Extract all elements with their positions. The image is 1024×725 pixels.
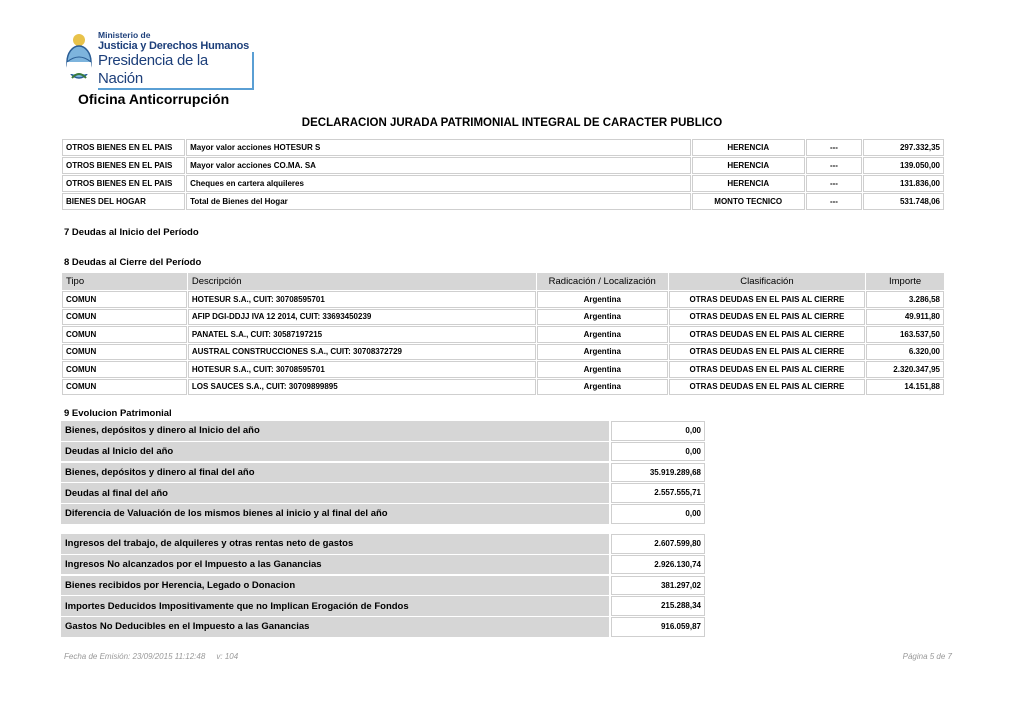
col-header-importe: Importe [866, 273, 944, 290]
evolucion-value: 381.297,02 [611, 576, 705, 596]
evolucion-label: Bienes, depósitos y dinero al Inicio del año [61, 421, 609, 441]
cell-monto: 131.836,00 [863, 175, 944, 192]
cell-radicacion: Argentina [537, 361, 668, 378]
cell-descripcion: Mayor valor acciones HOTESUR S [186, 139, 691, 156]
cell-descripcion: HOTESUR S.A., CUIT: 30708595701 [188, 361, 536, 378]
cell-extra: --- [806, 175, 863, 192]
document-title: DECLARACION JURADA PATRIMONIAL INTEGRAL DE CARACTER PUBLICO [301, 117, 723, 129]
col-header-tipo: Tipo [62, 273, 187, 290]
table-row [62, 361, 944, 378]
evolucion-group-b [61, 534, 705, 638]
table-row [62, 326, 944, 343]
evolucion-row [61, 596, 705, 616]
evolucion-group-a [61, 421, 705, 525]
table-row [62, 379, 944, 396]
cell-descripcion: AUSTRAL CONSTRUCCIONES S.A., CUIT: 30708372729 [188, 344, 536, 361]
evolucion-row [61, 421, 705, 441]
evolucion-row [61, 576, 705, 596]
cell-tipo: COMUN [62, 379, 187, 396]
cell-radicacion: Argentina [537, 309, 668, 326]
evolucion-row [61, 442, 705, 462]
section-7-heading: 7 Deudas al Inicio del Período [64, 227, 199, 238]
cell-descripcion: PANATEL S.A., CUIT: 30587197215 [188, 326, 536, 343]
table-row [62, 309, 944, 326]
evolucion-label: Bienes recibidos por Herencia, Legado o Donacion [61, 576, 609, 596]
cell-origen: HERENCIA [692, 157, 805, 174]
cell-tipo: COMUN [62, 361, 187, 378]
deudas-header-row [62, 273, 944, 290]
cell-radicacion: Argentina [537, 344, 668, 361]
evolucion-value: 2.926.130,74 [611, 555, 705, 575]
table-row [62, 344, 944, 361]
evolucion-label: Ingresos del trabajo, de alquileres y otras rentas neto de gastos [61, 534, 609, 554]
evolucion-row [61, 483, 705, 503]
cell-descripcion: Mayor valor acciones CO.MA. SA [186, 157, 691, 174]
table-row [62, 139, 944, 156]
cell-monto: 531.748,06 [863, 193, 944, 210]
col-header-radicacion: Radicación / Localización [537, 273, 668, 290]
footer-emission-date: Fecha de Emisión: 23/09/2015 11:12:48 v: 104 [64, 652, 239, 661]
cell-importe: 2.320.347,95 [866, 361, 944, 378]
cell-tipo: OTROS BIENES EN EL PAIS [62, 139, 185, 156]
col-header-descripcion: Descripción [188, 273, 536, 290]
cell-descripcion: Cheques en cartera alquileres [186, 175, 691, 192]
cell-descripcion: Total de Bienes del Hogar [186, 193, 691, 210]
evolucion-label: Ingresos No alcanzados por el Impuesto a las Ganancias [61, 555, 609, 575]
evolucion-row [61, 534, 705, 554]
cell-radicacion: Argentina [537, 379, 668, 396]
cell-importe: 49.911,80 [866, 309, 944, 326]
cell-clasificacion: OTRAS DEUDAS EN EL PAIS AL CIERRE [669, 379, 865, 396]
office-name: Oficina Anticorrupción [78, 91, 230, 107]
cell-tipo: OTROS BIENES EN EL PAIS [62, 175, 185, 192]
cell-clasificacion: OTRAS DEUDAS EN EL PAIS AL CIERRE [669, 361, 865, 378]
evolucion-row [61, 504, 705, 524]
cell-descripcion: LOS SAUCES S.A., CUIT: 30709899895 [188, 379, 536, 396]
cell-origen: MONTO TECNICO [692, 193, 805, 210]
evolucion-value: 0,00 [611, 504, 705, 524]
cell-monto: 139.050,00 [863, 157, 944, 174]
cell-clasificacion: OTRAS DEUDAS EN EL PAIS AL CIERRE [669, 309, 865, 326]
table-row [62, 291, 944, 308]
table-row [62, 157, 944, 174]
evolucion-value: 2.607.599,80 [611, 534, 705, 554]
evolucion-label: Deudas al Inicio del año [61, 442, 609, 462]
table-row [62, 175, 944, 192]
bienes-table [61, 138, 945, 211]
cell-tipo: COMUN [62, 344, 187, 361]
cell-extra: --- [806, 157, 863, 174]
cell-importe: 14.151,88 [866, 379, 944, 396]
cell-clasificacion: OTRAS DEUDAS EN EL PAIS AL CIERRE [669, 326, 865, 343]
logo-line-presidencia: Presidencia de la Nación [98, 52, 254, 90]
evolucion-label: Deudas al final del año [61, 483, 609, 503]
evolucion-value: 35.919.289,68 [611, 463, 705, 483]
cell-radicacion: Argentina [537, 291, 668, 308]
evolucion-value: 0,00 [611, 442, 705, 462]
cell-tipo: BIENES DEL HOGAR [62, 193, 185, 210]
evolucion-value: 215.288,34 [611, 596, 705, 616]
evolucion-value: 916.059,87 [611, 617, 705, 637]
cell-descripcion: AFIP DGI-DDJJ IVA 12 2014, CUIT: 33693450239 [188, 309, 536, 326]
cell-tipo: COMUN [62, 326, 187, 343]
section-8-heading: 8 Deudas al Cierre del Período [64, 257, 202, 268]
cell-extra: --- [806, 193, 863, 210]
cell-importe: 163.537,50 [866, 326, 944, 343]
evolucion-label: Diferencia de Valuación de los mismos bienes al inicio y al final del año [61, 504, 609, 524]
cell-tipo: COMUN [62, 309, 187, 326]
cell-origen: HERENCIA [692, 175, 805, 192]
cell-descripcion: HOTESUR S.A., CUIT: 30708595701 [188, 291, 536, 308]
ministry-logo [64, 30, 254, 87]
evolucion-value: 2.557.555,71 [611, 483, 705, 503]
evolucion-row [61, 617, 705, 637]
evolucion-row [61, 555, 705, 575]
coat-of-arms-icon [64, 32, 94, 84]
logo-line-ministerio: Ministerio de [98, 30, 151, 40]
cell-monto: 297.332,35 [863, 139, 944, 156]
logo-line-justicia: Justicia y Derechos Humanos [98, 40, 250, 52]
evolucion-label: Bienes, depósitos y dinero al final del año [61, 463, 609, 483]
evolucion-label: Gastos No Deducibles en el Impuesto a las Ganancias [61, 617, 609, 637]
table-row [62, 193, 944, 210]
col-header-clasificacion: Clasificación [669, 273, 865, 290]
cell-origen: HERENCIA [692, 139, 805, 156]
cell-clasificacion: OTRAS DEUDAS EN EL PAIS AL CIERRE [669, 291, 865, 308]
cell-clasificacion: OTRAS DEUDAS EN EL PAIS AL CIERRE [669, 344, 865, 361]
evolucion-value: 0,00 [611, 421, 705, 441]
footer-page-number: Página 5 de 7 [902, 652, 952, 661]
section-9-heading: 9 Evolucion Patrimonial [64, 408, 172, 419]
cell-tipo: COMUN [62, 291, 187, 308]
cell-radicacion: Argentina [537, 326, 668, 343]
deudas-table [61, 272, 945, 396]
evolucion-row [61, 463, 705, 483]
cell-tipo: OTROS BIENES EN EL PAIS [62, 157, 185, 174]
cell-extra: --- [806, 139, 863, 156]
cell-importe: 6.320,00 [866, 344, 944, 361]
evolucion-label: Importes Deducidos Impositivamente que no Implican Erogación de Fondos [61, 596, 609, 616]
cell-importe: 3.286,58 [866, 291, 944, 308]
